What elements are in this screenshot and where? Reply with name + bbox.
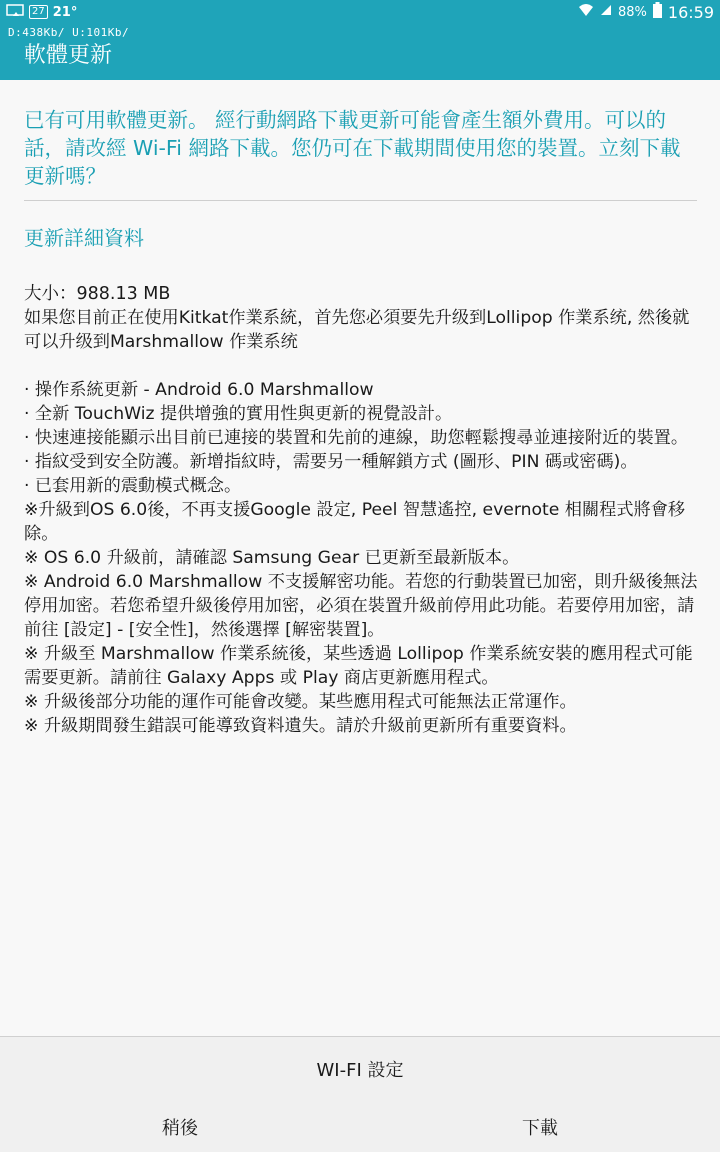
status-right	[578, 2, 714, 22]
wifi-icon	[578, 3, 594, 21]
update-notice: 已有可用軟體更新。 經行動網路下載更新可能會產生額外費用。可以的話，請改經 Wi-Fi 網路下載。您仍可在下載期間使用您的裝置。立刻下載更新嗎？	[24, 108, 681, 188]
cast-icon	[6, 3, 24, 22]
status-bar	[0, 0, 720, 24]
update-notes: · 操作系統更新 - Android 6.0 Marshmallow · 全新 TouchWiz 提供增強的實用性與更新的視覺設計。 · 快速連接能顯示出目前已連接的裝置和先前的連線，助您輕鬆搜尋並連接附近的裝置。 · 指紋受到安全防護。新增指紋時，需要另一種解鎖方式 (圖形、PIN 碼或密碼)。 · 已套用新的震動模式概念。 ※升級到OS 6.0後，不再支援Google 設定, Peel 智慧遙控, evernote 相關程式將會移除。 ※ OS 6.0 升級前，請確認 Samsung Gear 已更新至最新版本。 ※ Android 6.0 Marshmallow 不支援解密功能。若您的行動裝置已加密，則升級後無法停用加密。若您希望升級後停用加密，必須在裝置升級前停用此功能。若要停用加密，請前往 [設定] - [安全性]，然後選擇 [解密裝置]。 ※ 升級至 Marshmallow 作業系統後，某些透過 Lollipop 作業系統安裝的應用程式可能需要更新。請前往 Galaxy Apps 或 Play 商店更新應用程式。 ※ 升級後部分功能的運作可能會改變。某些應用程式可能無法正常運作。 ※ 升級期間發生錯誤可能導致資料遺失。請於升級前更新所有重要資料。	[24, 380, 698, 736]
update-content[interactable]	[0, 80, 720, 1036]
temperature: 21°	[52, 4, 78, 20]
notification-badge: 27	[29, 5, 48, 19]
battery-level: 88%	[617, 4, 647, 20]
action-bar	[0, 1036, 720, 1152]
details-heading: 更新詳細資料	[24, 226, 144, 250]
later-button[interactable]: 稍後	[0, 1107, 360, 1147]
download-button[interactable]: 下載	[360, 1107, 720, 1147]
app-bar	[0, 24, 720, 80]
wifi-settings-button[interactable]: WI-FI 設定	[0, 1049, 720, 1089]
network-speed: D:438Kb/ U:101Kb/	[8, 26, 130, 39]
battery-icon	[653, 2, 662, 22]
upgrade-intro: 如果您目前正在使用Kitkat作業系統，首先您必須要先升级到Lollipop 作業系统, 然後就可以升级到Marshmallow 作業系统	[24, 308, 690, 352]
page-title: 軟體更新	[24, 43, 113, 68]
divider	[24, 200, 697, 201]
update-size: 大小：988.13 MB	[24, 284, 171, 304]
clock: 16:59	[667, 2, 714, 22]
signal-icon	[600, 4, 612, 20]
status-left	[6, 2, 77, 22]
